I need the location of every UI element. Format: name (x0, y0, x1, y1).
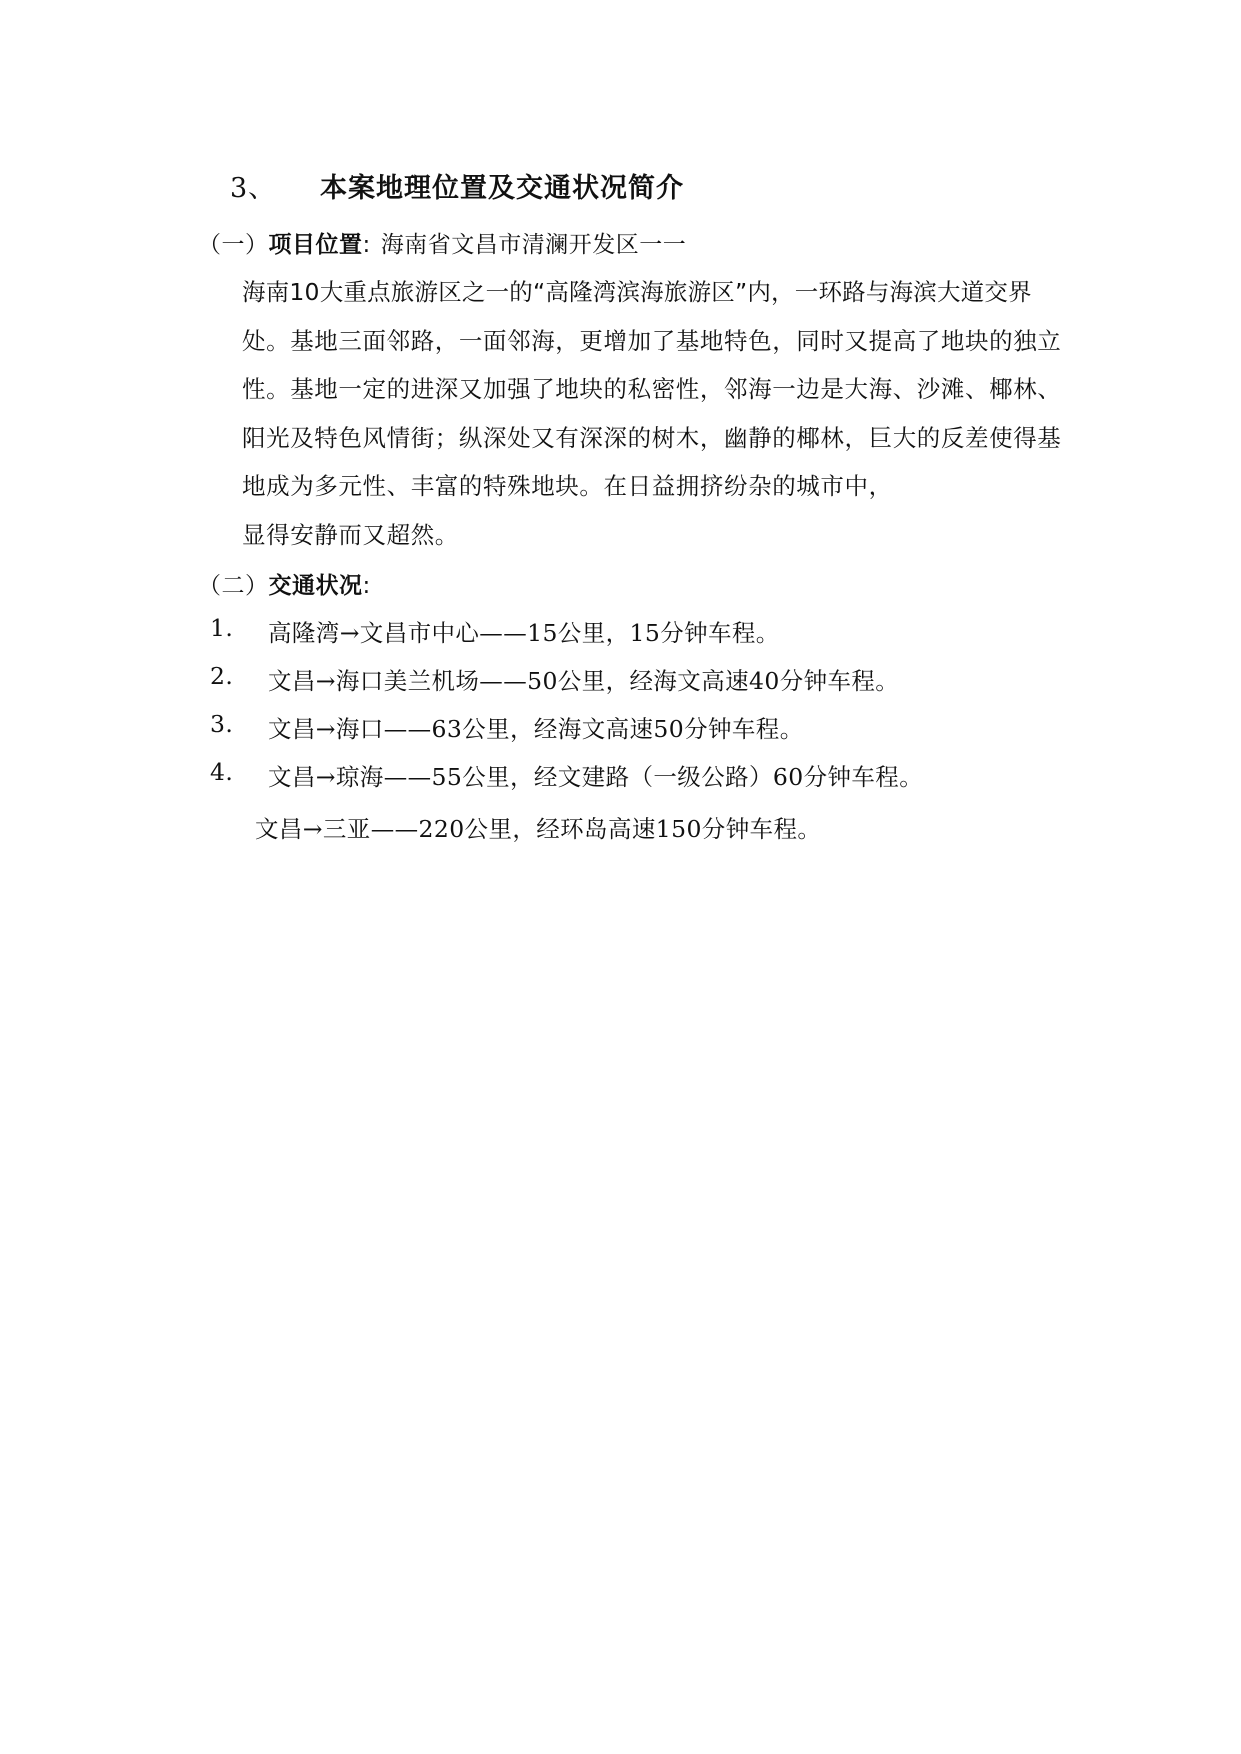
section-location-value: 海南省文昌市清澜开发区一一 (380, 232, 687, 258)
heading-number: 3、 (230, 173, 277, 204)
section-location (198, 226, 686, 259)
section-heading (0, 166, 1241, 206)
section-traffic-colon: : (362, 573, 371, 599)
list-item-text: 文昌→三亚——220公里，经环岛高速150分钟车程。 (255, 815, 822, 843)
heading-title: 本案地理位置及交通状况简介 (320, 173, 684, 204)
paragraph-line: 地成为多元性、丰富的特殊地块。在日益拥挤纷杂的城市中， (242, 472, 893, 500)
location-paragraph (242, 268, 1092, 559)
list-marker: 4. (210, 758, 234, 786)
section-location-colon: : (362, 232, 371, 258)
list-marker: 3. (210, 710, 234, 738)
list-item-text: 高隆湾→文昌市中心——15公里，15分钟车程。 (268, 619, 780, 647)
section-location-label: 项目位置 (268, 232, 363, 258)
traffic-list-item (210, 758, 1110, 792)
paragraph-line: 性。基地一定的进深又加强了地块的私密性，邻海一边是大海、沙滩、椰林、 (242, 375, 1062, 403)
paragraph-line: 处。基地三面邻路，一面邻海，更增加了基地特色，同时又提高了地块的独立 (242, 326, 1062, 355)
traffic-extra-line (255, 810, 821, 844)
section-traffic (198, 567, 371, 600)
section-traffic-paren: （二） (198, 573, 269, 599)
paragraph-line: 显得安静而又超然。 (242, 520, 459, 549)
traffic-list-item (210, 662, 1110, 696)
section-traffic-label: 交通状况 (268, 573, 363, 599)
paragraph-line: 海南10大重点旅游区之一的“高隆湾滨海旅游区”内，一环路与海滨大道交界 (242, 278, 1032, 306)
traffic-list-item (210, 710, 1110, 744)
paragraph-line: 阳光及特色风情街；纵深处又有深深的树木，幽静的椰林，巨大的反差使得基 (242, 423, 1062, 452)
list-marker: 1. (210, 614, 234, 642)
section-location-paren: （一） (198, 232, 269, 258)
list-item-text: 文昌→海口美兰机场——50公里，经海文高速40分钟车程。 (268, 667, 900, 695)
list-item-text: 文昌→海口——63公里，经海文高速50分钟车程。 (268, 715, 804, 743)
list-item-text: 文昌→琼海——55公里，经文建路（一级公路）60分钟车程。 (268, 763, 924, 791)
list-marker: 2. (210, 662, 234, 690)
traffic-list-item (210, 614, 1110, 648)
